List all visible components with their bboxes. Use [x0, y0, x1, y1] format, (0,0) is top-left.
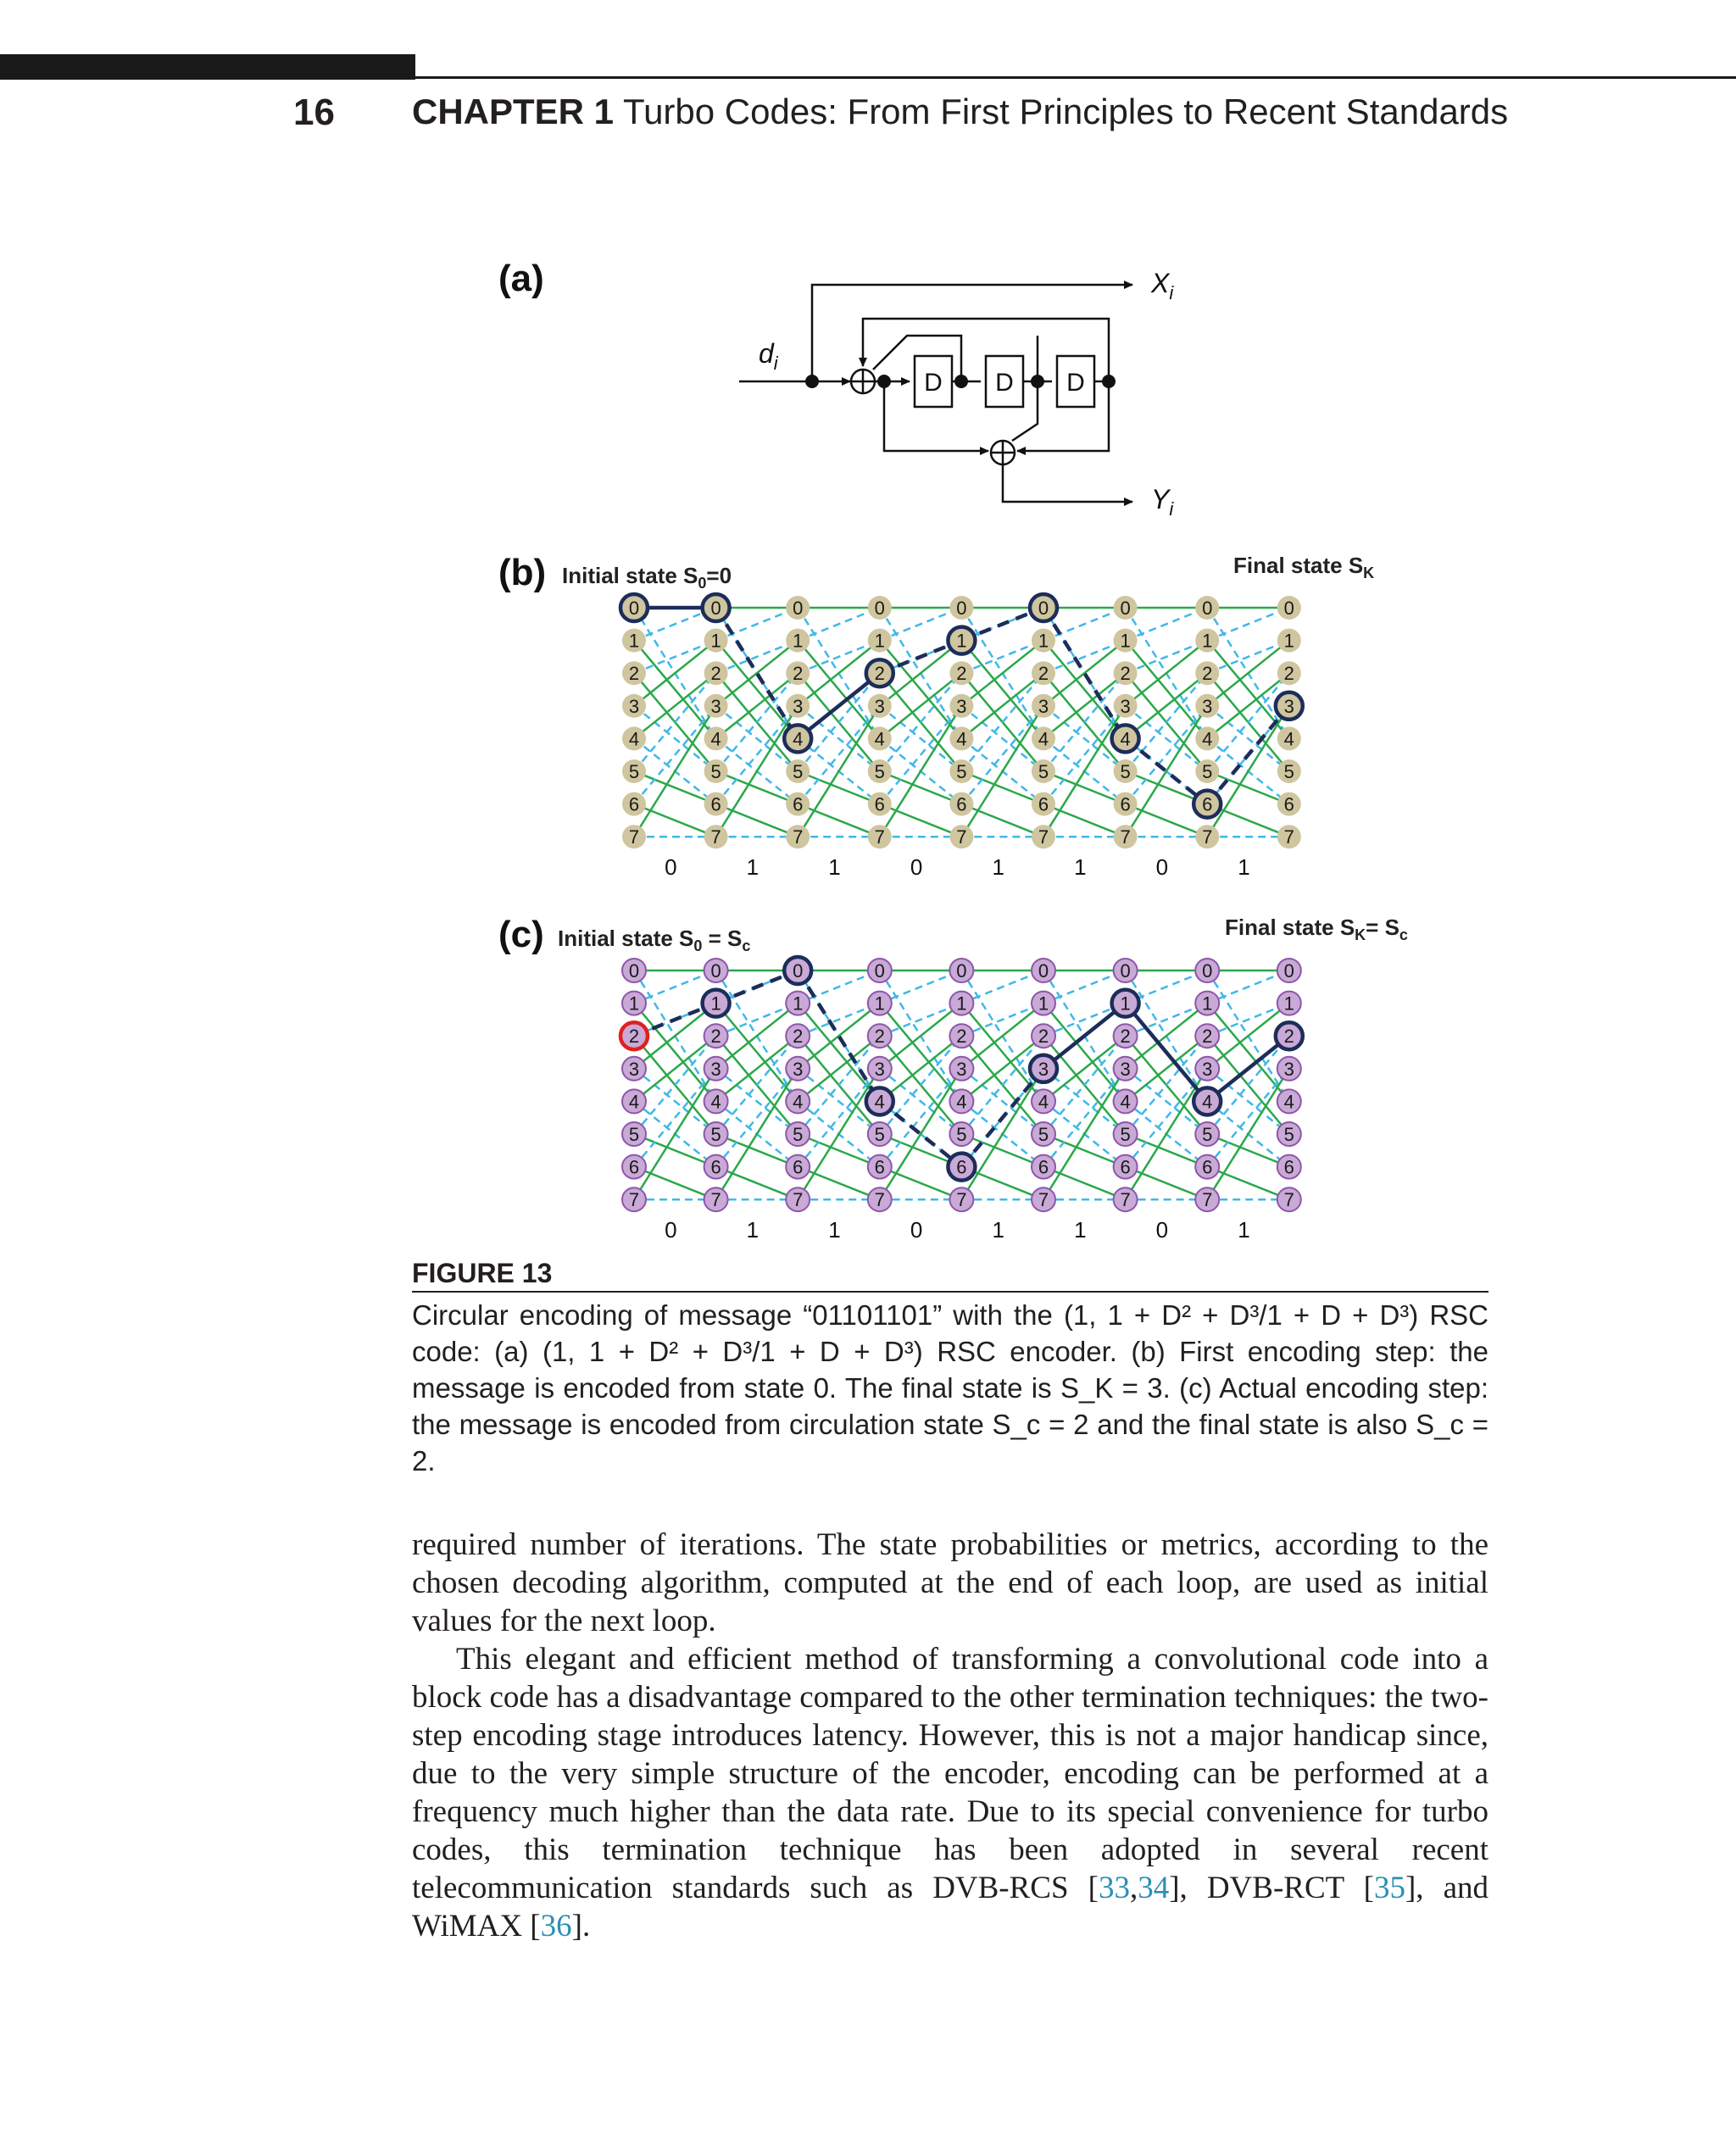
state-label: 4 [956, 728, 967, 750]
output-yi-label: $Y_i$ [1151, 484, 1174, 520]
state-label: 6 [1283, 1156, 1294, 1178]
state-label: 4 [956, 1091, 967, 1113]
state-label: 1 [1120, 630, 1131, 652]
state-label: 2 [628, 663, 640, 685]
trellis-edge [798, 706, 880, 837]
state-label: 1 [628, 993, 640, 1015]
input-bit-label: 1 [1238, 854, 1250, 881]
input-bit-label: 0 [665, 1217, 677, 1243]
state-label: 3 [628, 1058, 640, 1080]
state-label: 7 [793, 1189, 804, 1211]
state-label: 6 [956, 793, 967, 815]
panel-c-final-state: Final state $S_K= S_c$ [1225, 915, 1408, 943]
state-label: 7 [628, 826, 640, 848]
state-label: 2 [956, 1026, 967, 1048]
state-label: 5 [628, 1124, 640, 1145]
trellis-b-bits [665, 854, 1250, 880]
state-label: 1 [1038, 630, 1049, 652]
state-label: 3 [1120, 1058, 1131, 1080]
state-label: 1 [1283, 630, 1294, 652]
state-label: 0 [1283, 960, 1294, 982]
paragraph-1: required number of iterations. The state probabilities or metrics, according to the chosen decoding algorithm, computed at the end of each loop, are used as initial values for the next loop. [412, 1527, 1488, 1638]
trellis-edge [1207, 706, 1289, 771]
state-label: 4 [1120, 728, 1131, 750]
state-label: 2 [1202, 663, 1213, 685]
input-bit-label: 1 [1074, 1217, 1087, 1243]
trellis-edge [1207, 641, 1289, 706]
state-label: 4 [1038, 728, 1049, 750]
panel-c-label: (c) [498, 914, 544, 955]
input-bit-label: 1 [828, 854, 841, 881]
panel-c-initial-state: Initial state $S_0 = S_c$ [558, 926, 751, 954]
state-label: 3 [1038, 695, 1049, 717]
body-text [412, 1526, 1488, 1945]
state-label: 4 [874, 728, 885, 750]
trellis-edge [798, 608, 880, 641]
trellis-edge [880, 706, 962, 837]
state-label: 1 [874, 993, 885, 1015]
trellis-edge [798, 1134, 880, 1167]
citation-36[interactable]: 36 [540, 1909, 572, 1944]
trellis-edge [716, 771, 798, 804]
trellis-edge [716, 804, 798, 837]
state-label: 2 [1283, 1026, 1294, 1048]
state-label: 3 [874, 1058, 885, 1080]
trellis-edge [1126, 673, 1208, 738]
trellis-edge [634, 673, 716, 738]
trellis-edge [961, 970, 1043, 1004]
trellis-c-graph [620, 957, 1303, 1243]
trellis-edge [880, 804, 962, 837]
state-label: 2 [1038, 663, 1049, 685]
state-label: 5 [628, 761, 640, 782]
state-label: 2 [956, 663, 967, 685]
trellis-edge [634, 804, 716, 837]
trellis-edge [1043, 641, 1126, 706]
state-label: 7 [1202, 1189, 1213, 1211]
paragraph-2: This elegant and efficient method of transforming a convolutional code into a block code has a disadvantage compared to the other termination techniques: the two-step encoding stage introduces latency. However, this is not a major handicap since, due to the very simple structure of the encoder, encoding can be performed at a frequency much higher than the data rate. Due to its special convenience for turbo codes, this termination technique has been adopted in several recent telecommunication standards such as DVB-RCS [33,34], DVB-RCT [35], and WiMAX [36]. [412, 1642, 1489, 1944]
state-label: 6 [956, 1156, 967, 1178]
state-label: 0 [628, 960, 640, 982]
input-di-label: $d_i$ [759, 338, 778, 374]
state-label: 6 [1038, 793, 1049, 815]
trellis-edge [798, 804, 880, 837]
state-label: 0 [793, 960, 804, 982]
input-bit-label: 1 [746, 854, 760, 881]
state-label: 2 [1038, 1026, 1049, 1048]
trellis-b-nodes [620, 594, 1303, 848]
input-bit-label: 1 [746, 1217, 760, 1243]
state-label: 0 [956, 960, 967, 982]
trellis-edge [716, 641, 798, 706]
panel-a-encoder [498, 258, 1174, 520]
trellis-edge [1207, 1167, 1289, 1200]
state-label: 3 [874, 695, 885, 717]
figure-caption: Circular encoding of message “01101101” with the (1, 1 + D² + D³/1 + D + D³) RSC code: (a) (1, 1 + D² + D³/1 + D + D³) RSC encoder. (b) First encoding step: the message is encoded from state 0. The final state is S_K = 3. (c) Actual encoding step: the message is encoded from circulation state S_c = 2 and the final state is also S_c = 2. [412, 1299, 1488, 1476]
state-label: 5 [793, 761, 804, 782]
trellis-edge [634, 641, 716, 706]
input-bit-label: 1 [1074, 854, 1087, 881]
trellis-edge [1207, 706, 1289, 837]
state-label: 6 [1120, 793, 1131, 815]
panel-b-initial-state: Initial state $S_0=0$ [562, 563, 732, 592]
panel-a-label: (a) [498, 258, 544, 299]
state-label: 3 [956, 695, 967, 717]
trellis-edge [1207, 970, 1289, 1004]
trellis-edge [1126, 641, 1208, 706]
trellis-edge [1043, 673, 1126, 738]
state-label: 3 [1038, 1058, 1049, 1080]
state-label: 1 [1038, 993, 1049, 1015]
state-label: 4 [1283, 1091, 1294, 1113]
state-label: 2 [1120, 663, 1131, 685]
state-label: 5 [956, 761, 967, 782]
state-label: 0 [628, 598, 640, 619]
trellis-edge [961, 706, 1043, 837]
trellis-edge [1126, 706, 1208, 837]
state-label: 7 [956, 826, 967, 848]
input-bit-label: 1 [828, 1217, 841, 1243]
state-label: 6 [710, 793, 721, 815]
state-label: 4 [1202, 1091, 1213, 1113]
input-bit-label: 0 [1155, 854, 1169, 881]
state-label: 2 [793, 1026, 804, 1048]
state-label: 7 [1038, 1189, 1049, 1211]
state-label: 0 [793, 598, 804, 619]
state-label: 2 [793, 663, 804, 685]
state-label: 7 [956, 1189, 967, 1211]
state-label: 4 [1120, 1091, 1131, 1113]
state-label: 6 [874, 793, 885, 815]
state-label: 5 [793, 1124, 804, 1145]
trellis-edge [716, 673, 798, 738]
state-label: 3 [628, 695, 640, 717]
state-label: 3 [1283, 1058, 1294, 1080]
state-label: 2 [710, 663, 721, 685]
trellis-edge [634, 706, 716, 771]
trellis-edge [961, 641, 1043, 706]
state-label: 6 [1283, 793, 1294, 815]
state-label: 3 [710, 695, 721, 717]
trellis-edge [1043, 706, 1126, 837]
state-label: 7 [793, 826, 804, 848]
state-label: 0 [1038, 598, 1049, 619]
trellis-edge [880, 771, 962, 804]
delay-label-3: D [1066, 369, 1085, 397]
trellis-edge [1207, 1134, 1289, 1167]
state-label: 0 [1202, 960, 1213, 982]
state-label: 4 [1202, 728, 1213, 750]
state-label: 0 [874, 960, 885, 982]
citation-34[interactable]: 34 [1138, 1871, 1170, 1905]
state-label: 7 [1120, 826, 1131, 848]
trellis-edge [1043, 1134, 1126, 1167]
state-label: 1 [1202, 630, 1213, 652]
state-label: 4 [1283, 728, 1294, 750]
trellis-edge [634, 1167, 716, 1200]
state-label: 3 [1202, 695, 1213, 717]
trellis-edge [1126, 1167, 1208, 1200]
panel-b-trellis [498, 552, 1374, 880]
trellis-edge [1126, 608, 1208, 641]
state-label: 0 [956, 598, 967, 619]
trellis-edge [1043, 1167, 1126, 1200]
citation-35[interactable]: 35 [1373, 1871, 1405, 1905]
trellis-edge [798, 1167, 880, 1200]
input-bit-label: 1 [992, 1217, 1004, 1243]
delay-label-2: D [995, 369, 1014, 397]
state-label: 0 [1120, 960, 1131, 982]
state-label: 1 [874, 630, 885, 652]
figure-title: FIGURE 13 [412, 1258, 1488, 1293]
trellis-edge [716, 1134, 798, 1167]
state-label: 7 [710, 826, 721, 848]
state-label: 5 [1202, 1124, 1213, 1145]
state-label: 4 [793, 728, 804, 750]
trellis-b-graph [620, 594, 1303, 880]
state-label: 4 [793, 1091, 804, 1113]
trellis-c-nodes [620, 957, 1303, 1211]
state-label: 3 [793, 1058, 804, 1080]
state-label: 5 [1202, 761, 1213, 782]
state-label: 6 [793, 793, 804, 815]
trellis-c-bits [665, 1217, 1250, 1243]
state-label: 6 [1120, 1156, 1131, 1178]
state-label: 6 [1038, 1156, 1049, 1178]
state-label: 4 [710, 1091, 721, 1113]
trellis-edge [716, 1167, 798, 1200]
state-label: 1 [793, 993, 804, 1015]
input-bit-label: 0 [665, 854, 677, 881]
state-label: 6 [793, 1156, 804, 1178]
trellis-edge [1126, 1134, 1208, 1167]
state-label: 6 [710, 1156, 721, 1178]
state-label: 0 [1283, 598, 1294, 619]
state-label: 2 [874, 1026, 885, 1048]
trellis-edge [961, 771, 1043, 804]
state-label: 0 [1038, 960, 1049, 982]
state-label: 1 [628, 630, 640, 652]
state-label: 3 [1120, 695, 1131, 717]
delay-label-1: D [924, 369, 943, 397]
state-label: 5 [710, 761, 721, 782]
state-label: 2 [1120, 1026, 1131, 1048]
panel-b-final-state: Final state $S_K$ [1233, 553, 1375, 581]
encoding-path-segment [798, 673, 880, 738]
trellis-edge [961, 673, 1043, 738]
state-label: 6 [1202, 793, 1213, 815]
output-xi-label: $X_i$ [1151, 268, 1174, 303]
state-label: 5 [710, 1124, 721, 1145]
panel-b-label: (b) [498, 552, 547, 593]
page-number: 16 [293, 92, 335, 133]
state-label: 5 [1038, 761, 1049, 782]
trellis-edge [880, 970, 962, 1004]
input-bit-label: 0 [1155, 1217, 1169, 1243]
state-label: 1 [710, 993, 721, 1015]
state-label: 1 [1120, 993, 1131, 1015]
state-label: 5 [1038, 1124, 1049, 1145]
state-label: 0 [1202, 598, 1213, 619]
state-label: 3 [956, 1058, 967, 1080]
chapter-label: CHAPTER 1 [412, 92, 615, 131]
state-label: 4 [1038, 1091, 1049, 1113]
state-label: 6 [628, 793, 640, 815]
state-label: 7 [1120, 1189, 1131, 1211]
panel-c-trellis [498, 914, 1408, 1243]
state-label: 7 [628, 1189, 640, 1211]
state-label: 1 [1283, 993, 1294, 1015]
state-label: 2 [1283, 663, 1294, 685]
state-label: 5 [1283, 1124, 1294, 1145]
state-label: 2 [874, 663, 885, 685]
state-label: 5 [1120, 1124, 1131, 1145]
state-label: 1 [956, 630, 967, 652]
chapter-title: Turbo Codes: From First Principles to Recent Standards [622, 92, 1509, 131]
citation-33[interactable]: 33 [1098, 1871, 1130, 1905]
trellis-edge [1043, 771, 1126, 804]
trellis-edge [1207, 608, 1289, 641]
state-label: 5 [1283, 761, 1294, 782]
trellis-edge [716, 706, 798, 837]
state-label: 3 [1202, 1058, 1213, 1080]
state-label: 7 [874, 1189, 885, 1211]
state-label: 7 [1038, 826, 1049, 848]
adder-1 [851, 370, 875, 393]
state-label: 0 [874, 598, 885, 619]
state-label: 4 [628, 728, 640, 750]
trellis-edge [634, 1134, 716, 1167]
state-label: 2 [628, 1026, 640, 1048]
state-label: 7 [874, 826, 885, 848]
state-label: 6 [874, 1156, 885, 1178]
input-bit-label: 0 [910, 854, 923, 881]
state-label: 1 [1202, 993, 1213, 1015]
input-bit-label: 1 [1238, 1217, 1250, 1243]
state-label: 0 [1120, 598, 1131, 619]
state-label: 6 [628, 1156, 640, 1178]
state-label: 4 [628, 1091, 640, 1113]
input-bit-label: 0 [910, 1217, 923, 1243]
trellis-edge [880, 706, 962, 771]
state-label: 2 [1202, 1026, 1213, 1048]
state-label: 5 [1120, 761, 1131, 782]
state-label: 1 [793, 630, 804, 652]
adder-2 [991, 441, 1015, 464]
state-label: 7 [1202, 826, 1213, 848]
state-label: 1 [710, 630, 721, 652]
state-label: 2 [710, 1026, 721, 1048]
state-label: 5 [956, 1124, 967, 1145]
state-label: 3 [1283, 695, 1294, 717]
state-label: 0 [710, 598, 721, 619]
state-label: 4 [874, 1091, 885, 1113]
state-label: 0 [710, 960, 721, 982]
state-label: 6 [1202, 1156, 1213, 1178]
state-label: 7 [1283, 1189, 1294, 1211]
trellis-edge [634, 706, 716, 837]
trellis-edge [1043, 804, 1126, 837]
state-label: 5 [874, 761, 885, 782]
state-label: 3 [710, 1058, 721, 1080]
state-label: 5 [874, 1124, 885, 1145]
trellis-edge [961, 706, 1043, 771]
trellis-edge [961, 804, 1043, 837]
input-bit-label: 1 [992, 854, 1004, 881]
state-label: 7 [710, 1189, 721, 1211]
state-label: 4 [710, 728, 721, 750]
state-label: 3 [793, 695, 804, 717]
state-label: 7 [1283, 826, 1294, 848]
state-label: 1 [956, 993, 967, 1015]
trellis-edge [798, 771, 880, 804]
trellis-edge [634, 771, 716, 804]
trellis-edge [880, 673, 962, 738]
